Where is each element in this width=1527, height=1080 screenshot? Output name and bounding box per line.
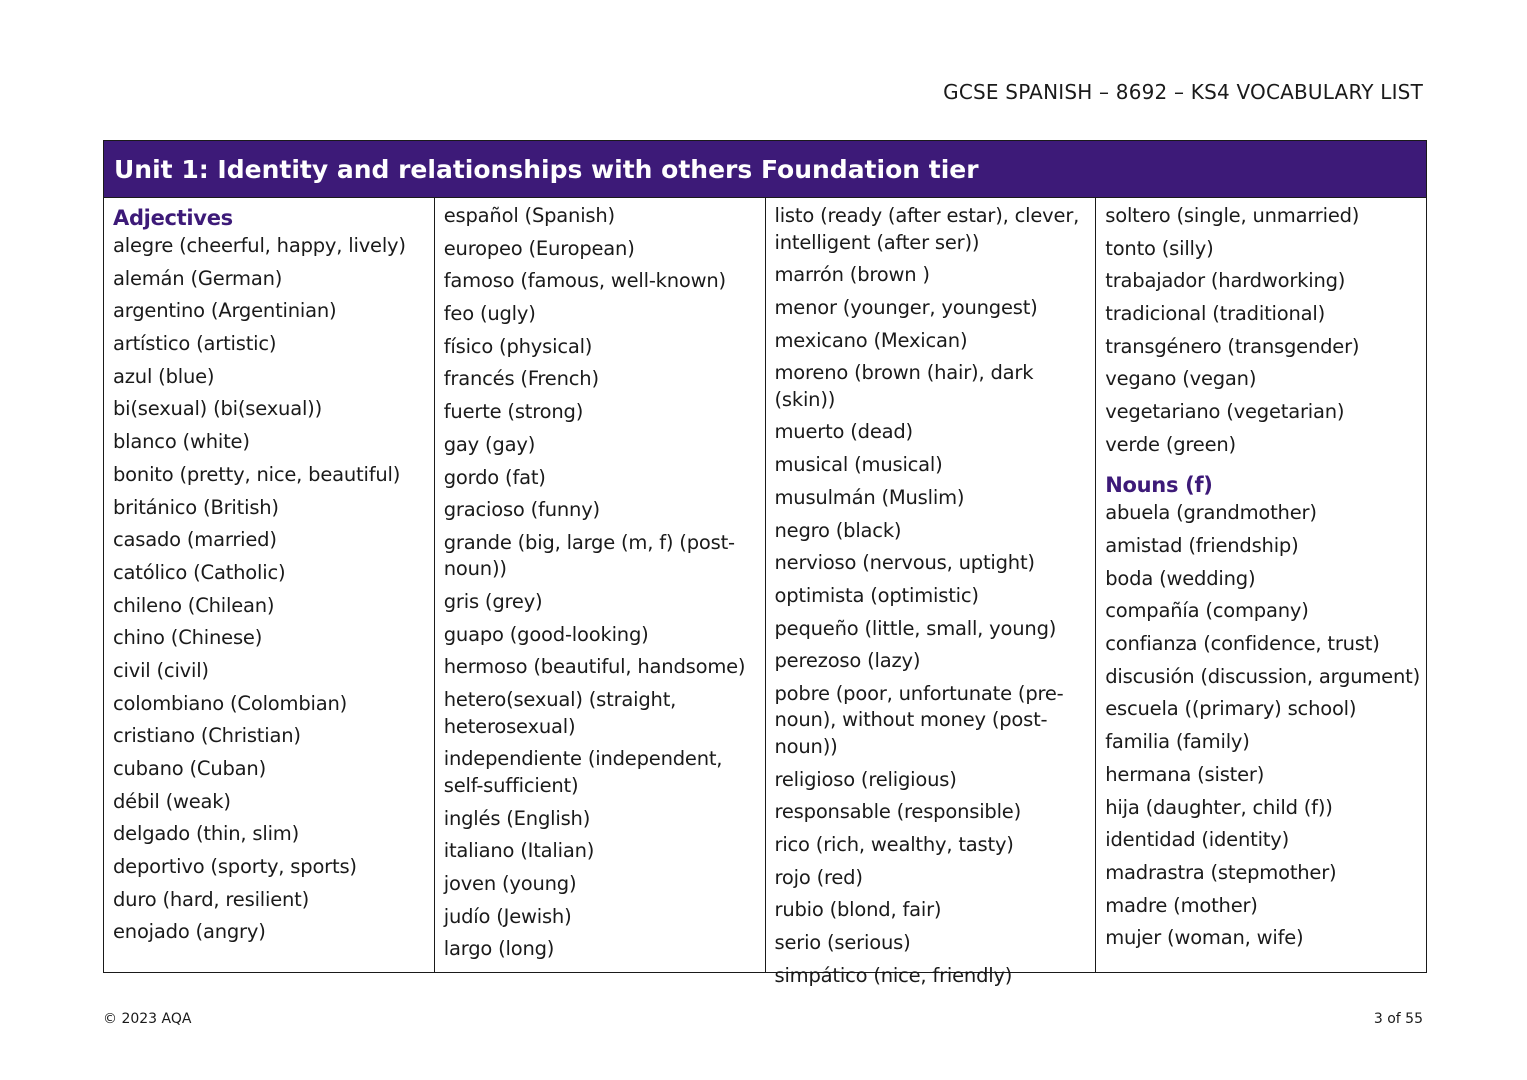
vocab-item: deportivo (sporty, sports) [113,855,357,879]
vocab-item: nervioso (nervous, uptight) [774,551,1035,575]
vocab-item: azul (blue) [113,364,215,388]
vocab-item: hija (daughter, child (f)) [1105,795,1333,819]
vocab-item: bi(sexual) (bi(sexual)) [113,397,322,421]
vocab-item: grande (big, large (m, f) (post-noun)) [443,530,735,581]
vocab-item: duro (hard, resilient) [113,887,310,911]
vocab-item: escuela ((primary) school) [1105,697,1357,721]
vocab-item: europeo (European) [443,236,635,260]
vocab-item: francés (French) [443,367,599,391]
vocab-item: mexicano (Mexican) [774,328,968,352]
vocab-item: feo (ugly) [443,302,536,326]
vocab-item: compañía (company) [1105,599,1309,623]
vocab-item: verde (green) [1105,432,1236,456]
vocab-item: optimista (optimistic) [774,583,979,607]
vocab-item: transgénero (transgender) [1105,334,1360,358]
vocab-item: perezoso (lazy) [774,649,921,673]
document-header-title: GCSE SPANISH – 8692 – KS4 VOCABULARY LIST [943,80,1423,104]
vocab-item: simpático (nice, friendly) [774,963,1013,987]
vocab-item: serio (serious) [774,931,911,955]
vocab-item: judío (Jewish) [443,904,572,928]
vocab-item: británico (British) [113,495,279,519]
vocab-item: musical (musical) [774,453,943,477]
vocab-item: hermana (sister) [1105,762,1265,786]
vocab-item: colombiano (Colombian) [113,691,348,715]
vocab-item: civil (civil) [113,658,209,682]
vocab-item: físico (physical) [443,334,593,358]
vocab-item: hetero(sexual) (straight, heterosexual) [443,688,677,738]
vocab-item: rico (rich, wealthy, tasty) [774,833,1014,856]
column-4-list-nouns [1105,500,1420,951]
vocab-item: pobre (poor, unfortunate (pre-noun), without money (post-noun)) [774,681,1064,758]
column-4-list [1105,203,1420,458]
vocab-item: italiano (Italian) [443,839,595,863]
vocab-item: negro (black) [774,518,902,542]
vocab-item: cubano (Cuban) [113,757,266,780]
vocab-item: trabajador (hardworking) [1105,269,1346,293]
vocab-item: español (Spanish) [443,204,615,227]
vocab-item: gracioso (funny) [443,498,600,522]
vocab-item: madre (mother) [1105,893,1258,917]
section-heading-nouns-f: Nouns (f) [1105,473,1213,498]
vocab-item: alegre (cheerful, happy, lively) [113,234,406,257]
vocab-item: famoso (famous, well-known) [443,269,726,293]
vocab-item: abuela (grandmother) [1105,501,1317,525]
vocab-item: independiente (independent, self-sufficient) [443,747,723,797]
vocab-item: moreno (brown (hair), dark (skin)) [774,361,1034,411]
vocab-item: gordo (fat) [443,465,546,489]
vocab-item: menor (younger, youngest) [774,295,1038,319]
vocab-item: hermoso (beautiful, handsome) [443,655,746,679]
vocab-item: alemán (German) [113,266,283,290]
column-1 [104,198,434,972]
vocab-item: rubio (blond, fair) [774,898,942,922]
vocab-item: gris (grey) [443,590,543,614]
vocab-item: débil (weak) [113,789,231,813]
vocab-item: guapo (good-looking) [443,622,649,646]
vocab-item: joven (young) [443,871,577,895]
vocab-item: madrastra (stepmother) [1105,860,1337,884]
vocab-item: tradicional (traditional) [1105,302,1325,326]
vocab-item: casado (married) [113,528,277,552]
column-3-list [775,203,1090,989]
column-1-list [113,233,428,946]
vocab-item: confianza (confidence, trust) [1105,632,1380,656]
vocab-item: tonto (silly) [1105,236,1214,260]
vocab-item: mujer (woman, wife) [1105,926,1304,950]
vocab-item: católico (Catholic) [113,560,286,584]
vocab-item: chileno (Chilean) [113,593,275,617]
column-2-list [444,203,759,963]
vocab-item: enojado (angry) [113,920,266,944]
vocab-item: listo (ready (after estar), clever, intelligent (after ser)) [774,204,1080,254]
footer-page-number: 3 of 55 [1373,1011,1423,1027]
vocab-item: marrón (brown ) [774,263,930,287]
vocab-item: rojo (red) [774,865,863,889]
column-2 [434,198,765,972]
unit-title: Unit 1: Identity and relationships with others Foundation tier [104,141,1426,198]
vocab-item: gay (gay) [443,432,536,456]
vocab-item: blanco (white) [113,430,250,454]
vocab-item: argentino (Argentinian) [113,299,337,323]
vocab-item: soltero (single, unmarried) [1105,204,1360,227]
vocab-item: muerto (dead) [774,420,913,444]
vocab-item: chino (Chinese) [113,626,263,650]
vocab-item: identidad (identity) [1105,828,1289,852]
vocab-item: boda (wedding) [1105,566,1256,590]
vocab-item: amistad (friendship) [1105,534,1299,557]
footer-copyright: © 2023 AQA [103,1011,192,1027]
vocabulary-table [103,140,1427,987]
vocab-item: inglés (English) [443,806,591,830]
vocab-item: delgado (thin, slim) [113,822,300,846]
vocab-item: bonito (pretty, nice, beautiful) [113,462,401,486]
section-heading-adjectives: Adjectives [113,206,233,230]
vocab-item: vegetariano (vegetarian) [1105,400,1345,424]
vocab-item: familia (family) [1105,730,1250,754]
vocab-item: musulmán (Muslim) [774,485,965,509]
column-4 [1095,198,1426,972]
vocab-item: pequeño (little, small, young) [774,616,1057,640]
vocab-item: largo (long) [443,937,555,961]
vocab-item: responsable (responsible) [774,800,1022,824]
vocab-item: vegano (vegan) [1105,367,1257,391]
vocab-item: fuerte (strong) [443,400,584,424]
vocab-item: cristiano (Christian) [113,724,301,748]
vocabulary-columns [104,198,1426,987]
vocab-item: discusión (discussion, argument) [1105,664,1420,688]
column-3 [765,198,1096,987]
vocab-item: religioso (religious) [774,767,957,791]
vocab-item: artístico (artistic) [113,332,277,356]
